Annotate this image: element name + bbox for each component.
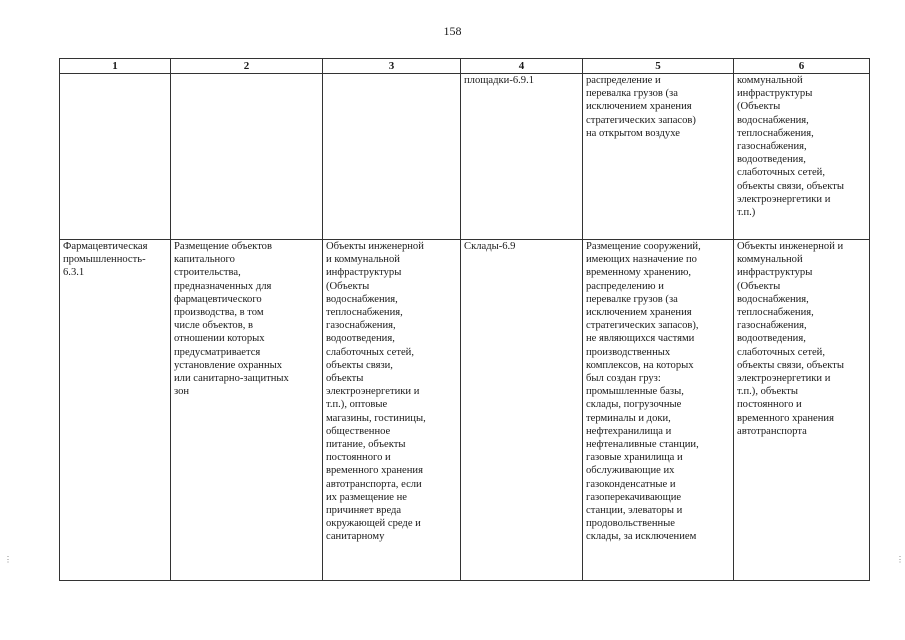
page-number: 158	[443, 24, 462, 38]
table-cell: площадки-6.9.1	[461, 74, 583, 240]
table-cell	[60, 74, 171, 240]
column-header-6: 6	[734, 59, 870, 74]
table-cell: распределение и перевалка грузов (за исключением хранения стратегических запасов) на открытом воздухе	[583, 74, 734, 240]
table-row	[60, 74, 870, 240]
table-row	[60, 240, 870, 581]
table-cell: Объекты инженерной и коммунальной инфраструктуры (Объекты водоснабжения, теплоснабжения, газоснабжения, водоотведения, слаботочных сетей, объекты связи, объекты электроэнергетики и т.п.), объекты постоянного и временного хранения автотранспорта	[734, 240, 870, 581]
table-header-row	[60, 59, 870, 74]
column-header-1: 1	[60, 59, 171, 74]
column-header-5: 5	[583, 59, 734, 74]
table-cell	[171, 74, 323, 240]
scan-margin-mark-right: ⋮	[896, 555, 904, 564]
table-cell: Объекты инженерной и коммунальной инфраструктуры (Объекты водоснабжения, теплоснабжения, газоснабжения, водоотведения, слаботочных сетей, объекты связи, объекты электроэнергетики и т.п.), оптовые магазины, гостиницы, общественное питание, объекты постоянного и временного хранения автотранспорта, если их размещение не причиняет вреда окружающей среде и санитарному	[323, 240, 461, 581]
column-header-2: 2	[171, 59, 323, 74]
column-header-4: 4	[461, 59, 583, 74]
table-cell	[323, 74, 461, 240]
table-cell: Размещение сооружений, имеющих назначение по временному хранению, распределению и перевалке грузов (за исключением хранения стратегических запасов), не являющихся частями производственных комплексов, на которых был создан груз: промышленные базы, склады, погрузочные терминалы и доки, нефтехранилища и нефтеналивные станции, газовые хранилища и обслуживающие их газоконденсатные и газоперекачивающие станции, элеваторы и продовольственные склады, за исключением	[583, 240, 734, 581]
table-cell: Фармацевтическая промышленность- 6.3.1	[60, 240, 171, 581]
table-cell: коммунальной инфраструктуры (Объекты водоснабжения, теплоснабжения, газоснабжения, водоотведения, слаботочных сетей, объекты связи, объекты электроэнергетики и т.п.)	[734, 74, 870, 240]
table-cell: Размещение объектов капитального строительства, предназначенных для фармацевтического производства, в том числе объектов, в отношении которых предусматривается установление охранных или санитарно-защитных зон	[171, 240, 323, 581]
land-use-table	[59, 58, 870, 581]
table-cell: Склады-6.9	[461, 240, 583, 581]
scan-margin-mark-left: ⋮	[4, 555, 12, 564]
column-header-3: 3	[323, 59, 461, 74]
